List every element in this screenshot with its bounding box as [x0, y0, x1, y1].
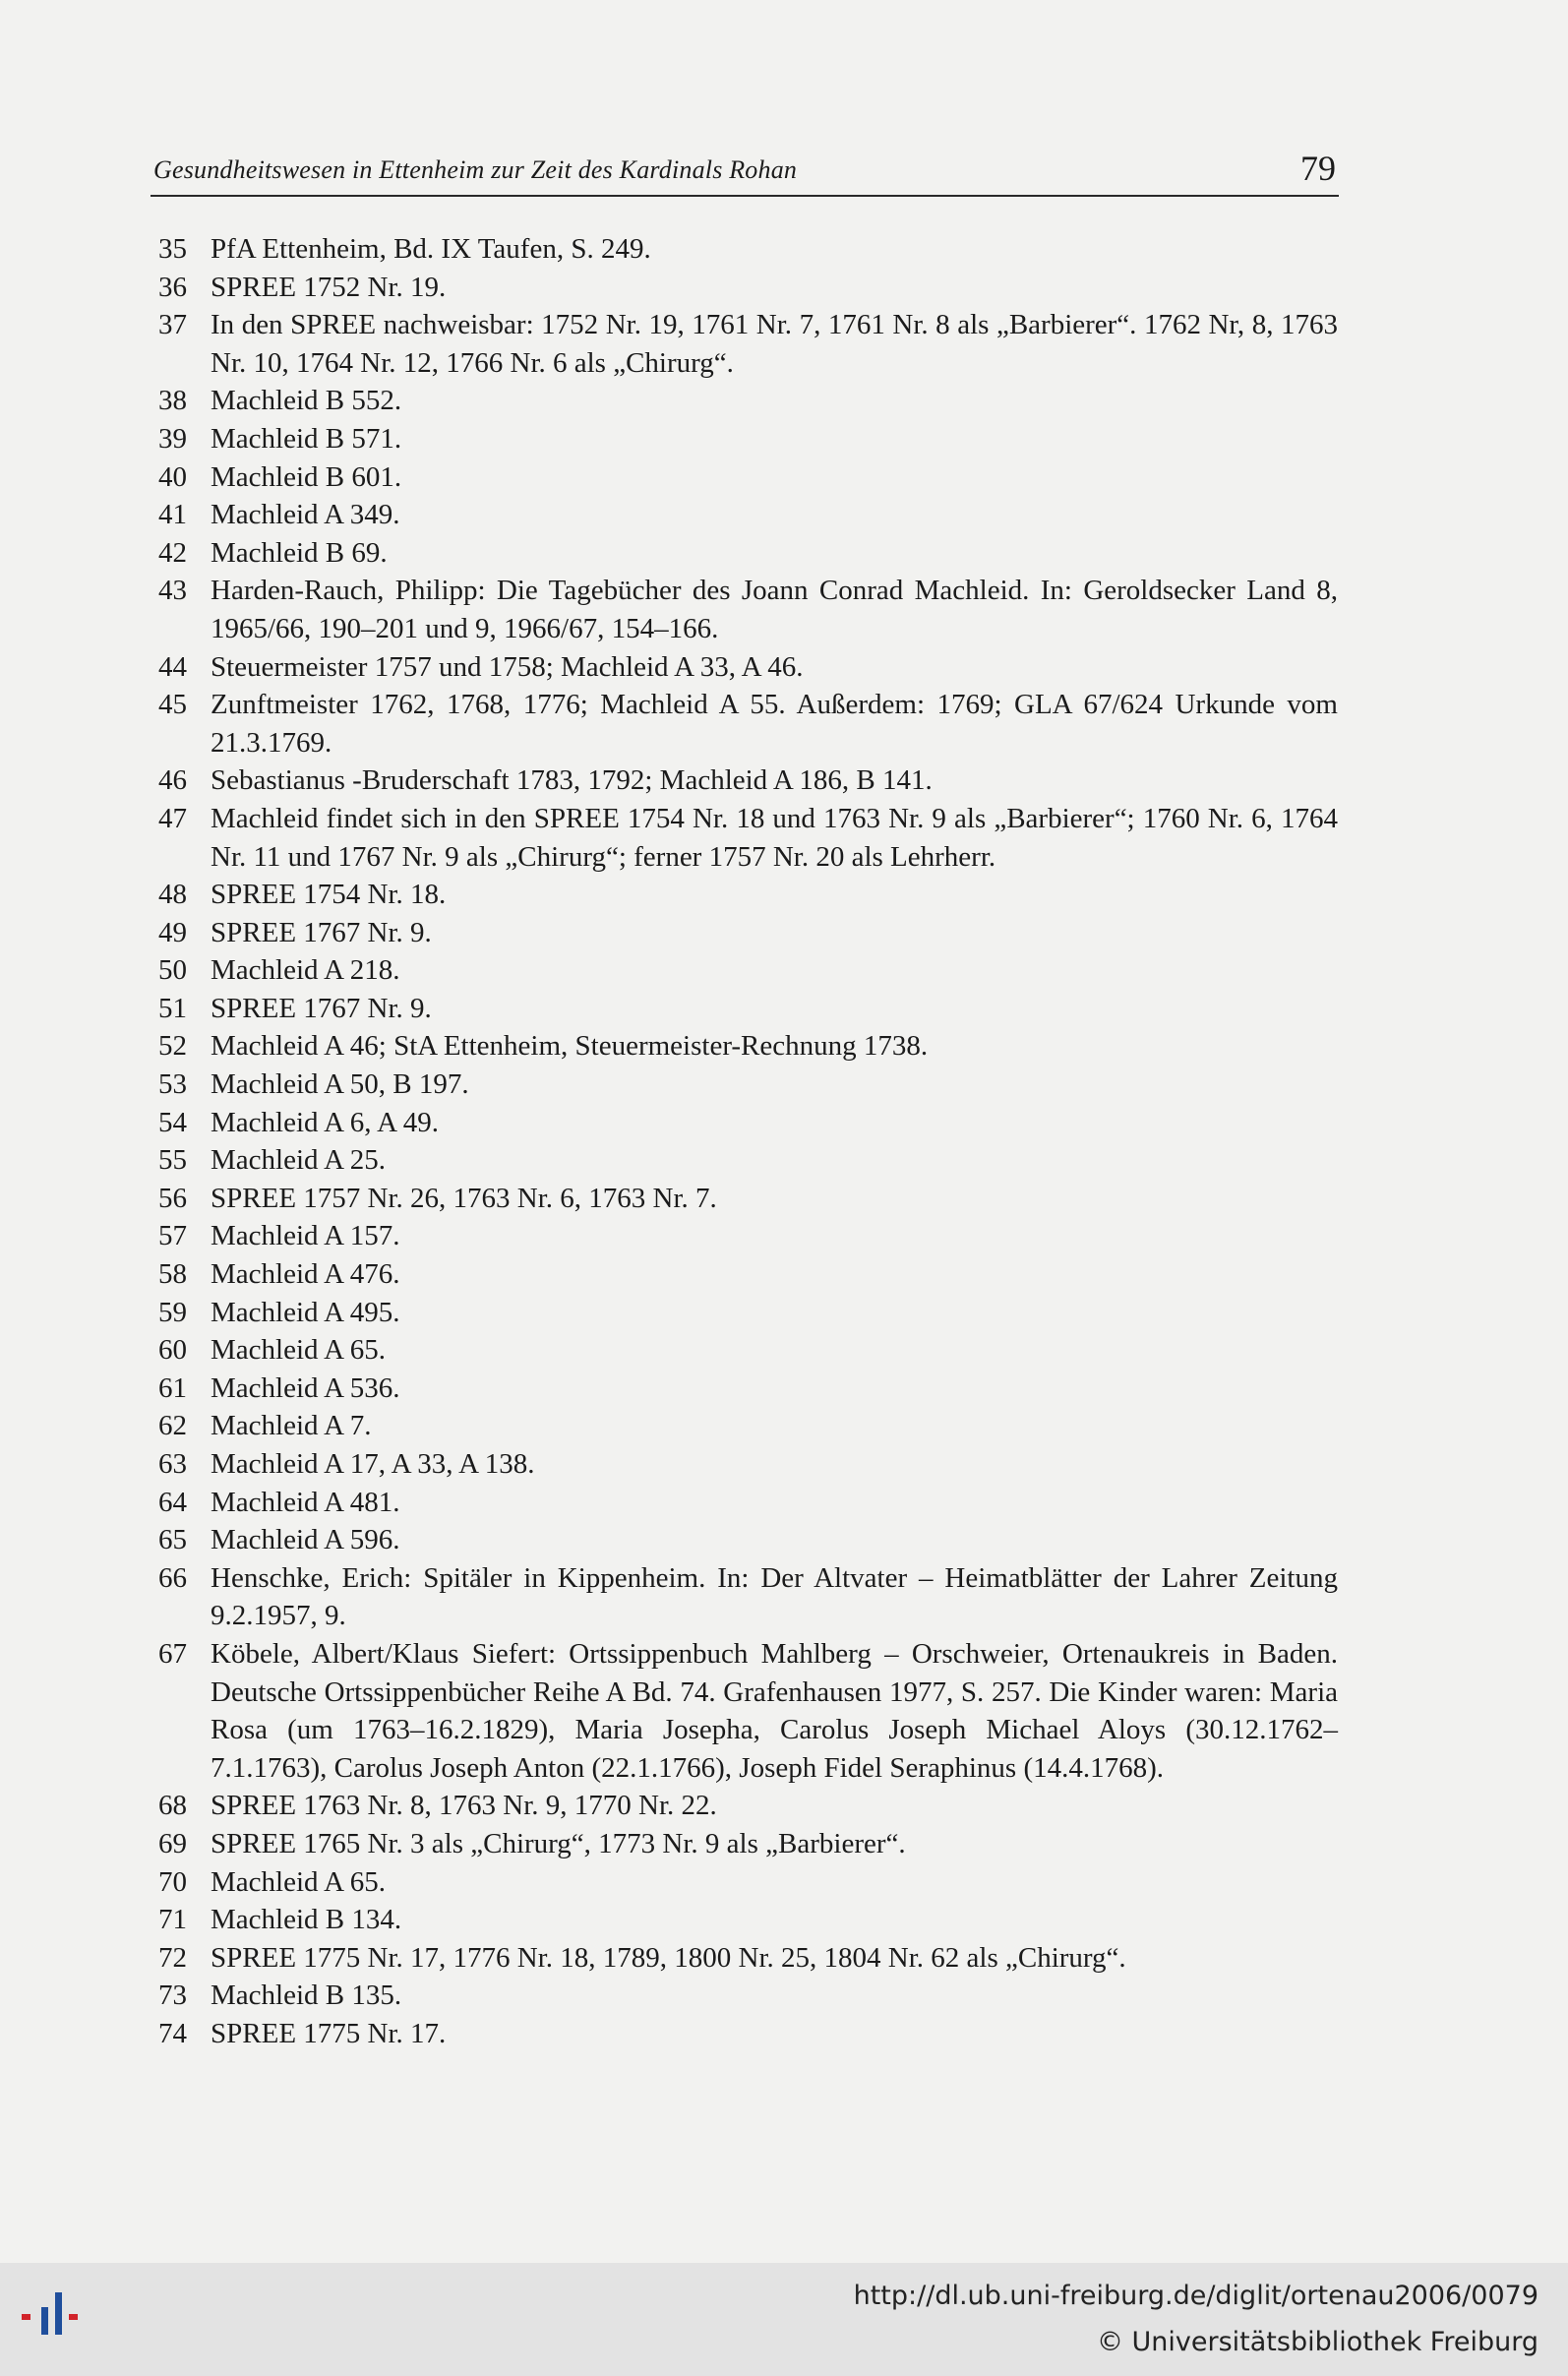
footnote-item [148, 1217, 1338, 1255]
footnote-text: Machleid B 601. [211, 460, 402, 493]
footnote-text: Machleid A 476. [211, 1258, 400, 1291]
footnote-item [148, 1635, 1338, 1787]
footnote-number: 49 [158, 916, 187, 948]
footnote-number: 46 [158, 764, 187, 797]
footnote-number: 61 [158, 1371, 187, 1404]
footnote-item [148, 1787, 1338, 1825]
footnote-number: 50 [158, 954, 187, 987]
footnote-text: Machleid A 50, B 197. [211, 1068, 469, 1101]
footnote-text: SPREE 1775 Nr. 17, 1776 Nr. 18, 1789, 1800 Nr. 25, 1804 Nr. 62 als „Chirurg“. [211, 1941, 1126, 1974]
footnote-item [148, 1370, 1338, 1408]
footnote-number: 45 [158, 689, 187, 721]
footnote-text: Sebastianus -Bruderschaft 1783, 1792; Machleid A 186, B 141. [211, 764, 933, 797]
footnote-text: Machleid A 157. [211, 1220, 400, 1252]
footnote-number: 42 [158, 536, 187, 569]
footnote-text: SPREE 1765 Nr. 3 als „Chirurg“, 1773 Nr. 9 als „Barbierer“. [211, 1827, 906, 1859]
footnote-item [148, 230, 1338, 269]
footnote-text: Zunftmeister 1762, 1768, 1776; Machleid A 55. Außerdem: 1769; GLA 67/624 Urkunde vom 21.3.1769. [211, 689, 1338, 759]
footnote-text: Machleid A 536. [211, 1371, 400, 1404]
footnote-text: Machleid A 17, A 33, A 138. [211, 1448, 535, 1480]
footnote-text: Machleid A 218. [211, 954, 400, 987]
page-number: 79 [1300, 149, 1336, 188]
footnote-text: Machleid A 6, A 49. [211, 1106, 439, 1138]
footnote-number: 59 [158, 1296, 187, 1328]
footnote-number: 48 [158, 879, 187, 911]
footnote-number: 62 [158, 1410, 187, 1442]
footnote-item [148, 1141, 1338, 1180]
footnote-text: Machleid A 495. [211, 1296, 400, 1328]
footnote-text: Machleid A 25. [211, 1144, 387, 1177]
footnote-number: 74 [158, 2017, 187, 2049]
footnote-item [148, 1255, 1338, 1294]
footnote-text: Machleid B 552. [211, 385, 402, 417]
footnote-item [148, 1180, 1338, 1218]
footnote-item [148, 1066, 1338, 1104]
footnote-text: Henschke, Erich: Spitäler in Kippenheim. In: Der Altvater – Heimatblätter der Lahrer Zeitung 9.2.1957, 9. [211, 1561, 1338, 1632]
footnote-number: 43 [158, 575, 187, 607]
footnote-text: PfA Ettenheim, Bd. IX Taufen, S. 249. [211, 233, 651, 265]
footnote-number: 40 [158, 460, 187, 493]
footnote-number: 55 [158, 1144, 187, 1177]
footnote-text: In den SPREE nachweisbar: 1752 Nr. 19, 1761 Nr. 7, 1761 Nr. 8 als „Barbierer“. 1762 Nr, 8, 1763 Nr. 10, 1764 Nr. 12, 1766 Nr. 6 als „Chirurg“. [211, 309, 1338, 379]
footnote-item [148, 951, 1338, 990]
footnote-item [148, 686, 1338, 762]
footnote-list [148, 230, 1338, 2053]
footnote-item [148, 1484, 1338, 1522]
footnote-item [148, 382, 1338, 420]
footnote-number: 38 [158, 385, 187, 417]
footnote-number: 66 [158, 1561, 187, 1594]
footnote-text: SPREE 1775 Nr. 17. [211, 2017, 447, 2049]
footnote-text: Steuermeister 1757 und 1758; Machleid A 33, A 46. [211, 650, 804, 683]
footnote-text: Machleid A 65. [211, 1334, 387, 1367]
running-header [151, 148, 1339, 197]
footnote-text: SPREE 1763 Nr. 8, 1763 Nr. 9, 1770 Nr. 22. [211, 1790, 717, 1822]
footnote-item [148, 1939, 1338, 1978]
footnote-number: 68 [158, 1790, 187, 1822]
footnote-item [148, 1104, 1338, 1142]
footnote-number: 67 [158, 1637, 187, 1670]
footnote-item [148, 269, 1338, 307]
footnote-number: 72 [158, 1941, 187, 1974]
footnote-number: 63 [158, 1448, 187, 1480]
footnote-item [148, 1331, 1338, 1370]
footnote-text: SPREE 1767 Nr. 9. [211, 992, 432, 1024]
footnote-text: Machleid A 481. [211, 1486, 400, 1518]
footnote-item [148, 572, 1338, 647]
footnote-number: 71 [158, 1904, 187, 1936]
footnote-number: 53 [158, 1068, 187, 1101]
footnote-item [148, 800, 1338, 876]
footnote-number: 58 [158, 1258, 187, 1291]
footnote-text: Machleid A 7. [211, 1410, 372, 1442]
ub-freiburg-logo-icon [20, 2287, 98, 2346]
footnote-text: Machleid findet sich in den SPREE 1754 Nr. 18 und 1763 Nr. 9 als „Barbierer“; 1760 Nr. 6, 1764 Nr. 11 und 1767 Nr. 9 als „Chirurg“; ferner 1757 Nr. 20 als Lehrherr. [211, 802, 1338, 873]
footnote-text: Machleid A 596. [211, 1524, 400, 1556]
footnote-text: Machleid A 349. [211, 499, 400, 531]
footnote-item [148, 1559, 1338, 1635]
footnote-text: Harden-Rauch, Philipp: Die Tagebücher des Joann Conrad Machleid. In: Geroldsecker Land 8, 1965/66, 190–201 und 9, 1966/67, 154–166. [211, 575, 1338, 644]
footnote-number: 64 [158, 1486, 187, 1518]
footnote-text: Machleid B 69. [211, 536, 388, 569]
footnote-item [148, 1863, 1338, 1902]
footnote-number: 39 [158, 422, 187, 455]
footnote-item [148, 762, 1338, 800]
footnote-number: 60 [158, 1334, 187, 1367]
footnote-item [148, 876, 1338, 914]
footnote-item [148, 1407, 1338, 1445]
footnote-number: 51 [158, 992, 187, 1024]
footnote-number: 54 [158, 1106, 187, 1138]
footnote-number: 52 [158, 1030, 187, 1063]
footnote-item [148, 648, 1338, 687]
footnote-number: 35 [158, 233, 187, 265]
footnote-item [148, 990, 1338, 1028]
header-title: Gesundheitswesen in Ettenheim zur Zeit des Kardinals Rohan [153, 155, 798, 184]
footnote-item [148, 1294, 1338, 1332]
footnote-item [148, 914, 1338, 952]
footnote-item [148, 458, 1338, 497]
footnote-item [148, 1027, 1338, 1066]
footnote-number: 56 [158, 1182, 187, 1214]
footnote-text: Machleid A 46; StA Ettenheim, Steuermeister-Rechnung 1738. [211, 1030, 929, 1063]
footnote-text: SPREE 1767 Nr. 9. [211, 916, 432, 948]
footnote-item [148, 1521, 1338, 1559]
footnote-number: 44 [158, 650, 187, 683]
footnote-number: 37 [158, 309, 187, 341]
footnote-item [148, 2015, 1338, 2053]
footnote-number: 73 [158, 1980, 187, 2012]
footnote-number: 41 [158, 499, 187, 531]
copyright-notice: © Universitätsbibliothek Freiburg [1096, 2327, 1538, 2357]
footnote-text: Machleid B 134. [211, 1904, 402, 1936]
footnote-text: Köbele, Albert/Klaus Siefert: Ortssippenbuch Mahlberg – Orschweier, Ortenaukreis in Baden. Deutsche Ortssippenbücher Reihe A Bd. 74. Grafenhausen 1977, S. 257. Die Kinder waren: Maria Rosa (um 1763–16.2.1829), Maria Josepha, Carolus Joseph Michael Aloys (30.12.1762–7.1.1763), Carolus Joseph Anton (22.1.1766), Joseph Fidel Seraphinus (14.4.1768). [211, 1637, 1338, 1784]
footnote-item [148, 1901, 1338, 1939]
footnote-number: 70 [158, 1865, 187, 1898]
footnote-number: 36 [158, 271, 187, 303]
footnote-item [148, 534, 1338, 573]
footnote-item [148, 1825, 1338, 1863]
viewer-footer [0, 2263, 1568, 2376]
footnote-item [148, 420, 1338, 458]
footnote-item [148, 496, 1338, 534]
footnote-number: 69 [158, 1827, 187, 1859]
footnote-item [148, 1977, 1338, 2015]
footnote-text: SPREE 1752 Nr. 19. [211, 271, 447, 303]
footnote-text: Machleid B 571. [211, 422, 402, 455]
footnote-number: 47 [158, 802, 187, 834]
footnote-number: 57 [158, 1220, 187, 1252]
footnote-text: Machleid A 65. [211, 1865, 387, 1898]
footnote-item [148, 1445, 1338, 1484]
footnote-text: SPREE 1754 Nr. 18. [211, 879, 447, 911]
footnote-item [148, 306, 1338, 382]
footnote-text: Machleid B 135. [211, 1980, 402, 2012]
source-url-link[interactable]: http://dl.ub.uni-freiburg.de/diglit/ortenau2006/0079 [853, 2281, 1538, 2311]
footnote-number: 65 [158, 1524, 187, 1556]
footnote-text: SPREE 1757 Nr. 26, 1763 Nr. 6, 1763 Nr. 7. [211, 1182, 717, 1214]
